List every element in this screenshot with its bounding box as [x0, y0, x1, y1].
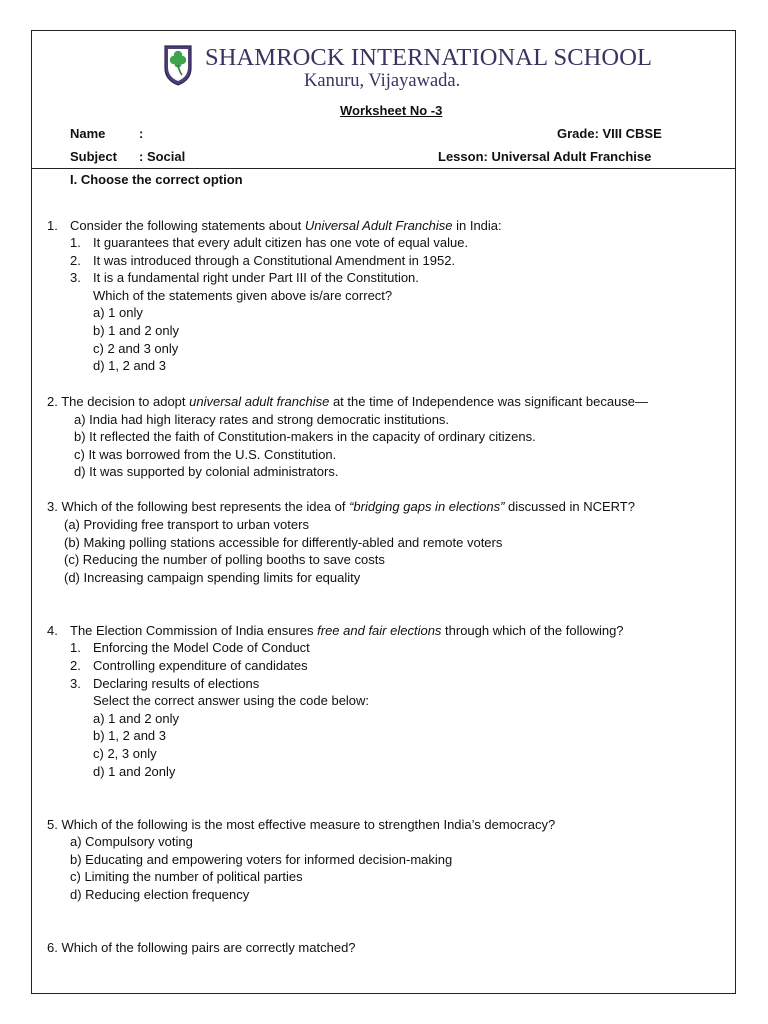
grade-label: Grade: VIII CBSE: [557, 126, 662, 141]
worksheet-title: Worksheet No -3: [340, 103, 443, 118]
q5-stem: 5. Which of the following is the most effective measure to strengthen India’s democracy?: [47, 817, 556, 832]
q4-statement: Enforcing the Model Code of Conduct: [93, 640, 310, 655]
q1-statement-number: 1.: [70, 235, 81, 250]
q1-stem: Consider the following statements about Universal Adult Franchise in India:: [70, 218, 502, 233]
q1-number: 1.: [47, 218, 58, 233]
q3-stem: 3. Which of the following best represents the idea of “bridging gaps in elections” discussed in NCERT?: [47, 499, 635, 514]
q4-option: a) 1 and 2 only: [93, 711, 180, 726]
q1-statement: It guarantees that every adult citizen has one vote of equal value.: [93, 235, 469, 250]
q3-option: (d) Increasing campaign spending limits for equality: [64, 570, 361, 585]
q2-option: b) It reflected the faith of Constitution-makers in the capacity of ordinary citizens.: [74, 429, 536, 444]
q3-option: (a) Providing free transport to urban voters: [64, 517, 309, 532]
q1-statement: It was introduced through a Constitutional Amendment in 1952.: [93, 253, 456, 268]
shamrock-shield-logo-icon: [163, 44, 193, 86]
subject-label: Subject: [70, 149, 117, 164]
lesson-label: Lesson: Universal Adult Franchise: [438, 149, 652, 164]
q1-statement: It is a fundamental right under Part III of the Constitution.: [93, 270, 419, 285]
q3-option: (c) Reducing the number of polling booths to save costs: [64, 552, 385, 567]
subject-value: : Social: [139, 149, 186, 164]
q4-statement-number: 1.: [70, 640, 81, 655]
q5-option: d) Reducing election frequency: [70, 887, 250, 902]
q4-statement: Declaring results of elections: [93, 676, 260, 691]
q2-option: c) It was borrowed from the U.S. Constitution.: [74, 447, 337, 462]
q4-option: c) 2, 3 only: [93, 746, 157, 761]
q1-statement-number: 3.: [70, 270, 81, 285]
q2-option: a) India had high literacy rates and strong democratic institutions.: [74, 412, 450, 427]
q4-number: 4.: [47, 623, 58, 638]
q1-option: c) 2 and 3 only: [93, 341, 179, 356]
q5-option: c) Limiting the number of political parties: [70, 869, 303, 884]
q4-stem: The Election Commission of India ensures free and fair elections through which of the following?: [70, 623, 624, 638]
q1-prompt: Which of the statements given above is/are correct?: [93, 288, 393, 303]
q1-option: d) 1, 2 and 3: [93, 358, 166, 373]
q4-statement-number: 2.: [70, 658, 81, 673]
q1-option: b) 1 and 2 only: [93, 323, 180, 338]
q3-option: (b) Making polling stations accessible for differently-abled and remote voters: [64, 535, 503, 550]
q5-option: b) Educating and empowering voters for informed decision-making: [70, 852, 453, 867]
header-divider: [31, 168, 736, 169]
name-label: Name: [70, 126, 106, 141]
q1-option: a) 1 only: [93, 305, 143, 320]
q4-statement-number: 3.: [70, 676, 81, 691]
q4-option: d) 1 and 2only: [93, 764, 176, 779]
name-colon: :: [139, 126, 144, 141]
q1-statement-number: 2.: [70, 253, 81, 268]
section-heading: I. Choose the correct option: [70, 172, 243, 187]
q4-prompt: Select the correct answer using the code below:: [93, 693, 370, 708]
school-location: Kanuru, Vijayawada.: [304, 71, 461, 91]
q6-stem: 6. Which of the following pairs are correctly matched?: [47, 940, 356, 955]
q4-statement: Controlling expenditure of candidates: [93, 658, 308, 673]
q4-option: b) 1, 2 and 3: [93, 728, 166, 743]
school-name: SHAMROCK INTERNATIONAL SCHOOL: [205, 44, 653, 71]
q5-option: a) Compulsory voting: [70, 834, 193, 849]
q2-stem: 2. The decision to adopt universal adult franchise at the time of Independence was significant because—: [47, 394, 649, 409]
q2-option: d) It was supported by colonial administrators.: [74, 464, 339, 479]
